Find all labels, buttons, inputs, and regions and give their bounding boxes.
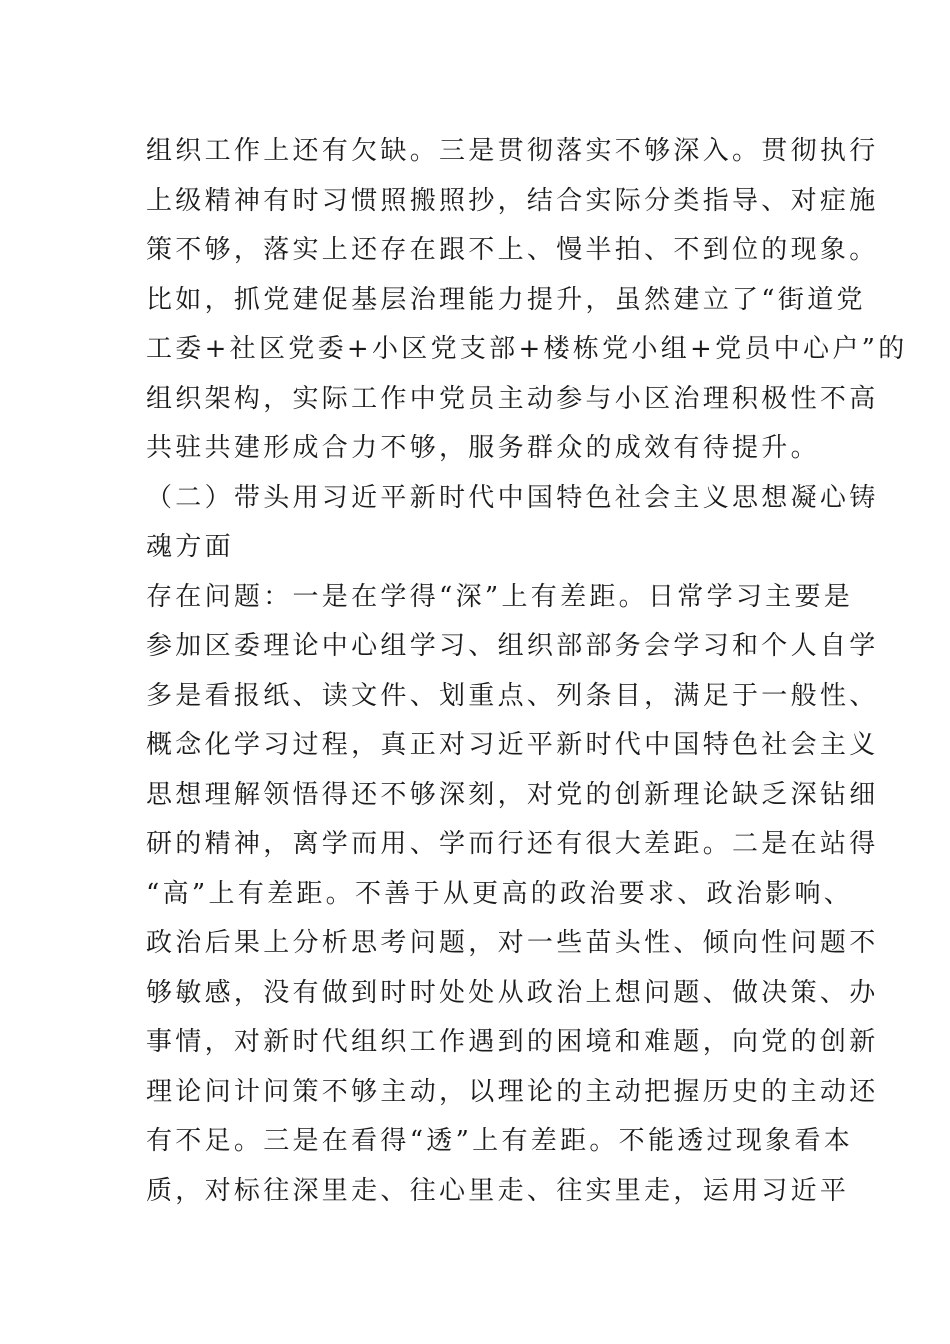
text-line: 组织工作上还有欠缺。三是贯彻落实不够深入。贯彻执行	[146, 136, 879, 166]
text-line: 概念化学习过程，真正对习近平新时代中国特色社会主义	[146, 730, 879, 760]
text-line: 共驻共建形成合力不够，服务群众的成效有待提升。	[146, 433, 820, 463]
text-line: 上级精神有时习惯照搬照抄，结合实际分类指导、对症施	[146, 185, 879, 216]
text-line: 参加区委理论中心组学习、组织部部务会学习和个人自学	[146, 631, 879, 661]
text-line: 多是看报纸、读文件、划重点、列条目，满足于一般性、	[146, 680, 879, 711]
text-line: 工委+社区党委+小区党支部+楼栋党小组+党员中心户”的	[146, 334, 908, 364]
text-line: 策不够，落实上还存在跟不上、慢半拍、不到位的现象。	[146, 235, 879, 265]
text-line: 事情，对新时代组织工作遇到的困境和难题，向党的创新	[146, 1027, 879, 1057]
text-line: 比如，抓党建促基层治理能力提升，虽然建立了“街道党	[146, 284, 866, 315]
text-line: 组织架构，实际工作中党员主动参与小区治理积极性不高	[146, 383, 879, 414]
text-line: 研的精神，离学而用、学而行还有很大差距。二是在站得	[146, 829, 879, 859]
text-line: 够敏感，没有做到时时处处从政治上想问题、做决策、办	[146, 977, 879, 1008]
text-line: 有不足。三是在看得“透”上有差距。不能透过现象看本	[146, 1126, 854, 1156]
text-line: 质，对标往深里走、往心里走、往实里走，运用习近平	[146, 1175, 850, 1206]
section-heading-line: （二）带头用习近平新时代中国特色社会主义思想凝心铸	[146, 482, 879, 513]
body-text	[146, 127, 908, 1216]
text-line: “高”上有差距。不善于从更高的政治要求、政治影响、	[146, 878, 854, 909]
text-line: 理论问计问策不够主动，以理论的主动把握历史的主动还	[146, 1076, 879, 1107]
text-line: 政治后果上分析思考问题，对一些苗头性、倾向性问题不	[146, 928, 879, 958]
text-line: 存在问题：一是在学得“深”上有差距。日常学习主要是	[146, 581, 854, 612]
text-line: 思想理解领悟得还不够深刻，对党的创新理论缺乏深钻细	[146, 779, 879, 810]
section-heading-line: 魂方面	[146, 532, 234, 562]
